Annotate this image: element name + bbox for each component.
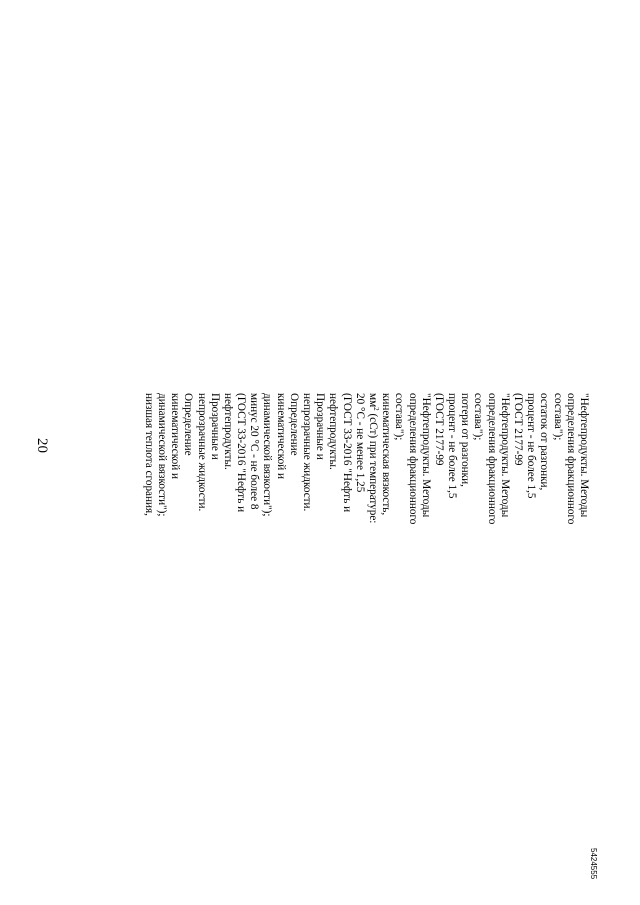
text-line: кинематической и [274,393,287,479]
text-line: Прозрачные и [314,393,327,460]
text-line: Прозрачные и [208,393,221,460]
text-line: (ГОСТ 2177-99 [512,393,525,466]
text-line: минус 20 °C - не более 8 [248,393,261,510]
text-line: кинематическая вязкость, [380,393,393,516]
text-line: "Нефтепродукты. Методы [578,393,590,518]
viscosity-unit-prefix: мм [367,393,379,408]
text-line: нефтепродукты. [221,393,234,470]
text-line: определения фракционного [485,393,498,525]
text-line: потери от разгонки, [459,393,472,487]
text-line: (ГОСТ 33-2016 "Нефть и [340,393,353,513]
text-line: динамической вязкости"); [261,393,274,517]
text-line: кинематической и [169,393,182,479]
text-line: динамической вязкости"); [156,393,168,517]
text-line: состава"); [551,393,564,441]
text-line: процент - не более 1,5 [525,393,538,499]
text-line: определения фракционного [406,393,419,525]
text-lines [70,393,590,623]
text-line: низшая теплота сгорания, [142,393,155,516]
document-id: 5424555 [589,848,598,880]
viscosity-unit-superscript: 2 [372,407,380,411]
text-line: состава"); [472,393,485,441]
text-line: Определение [182,393,195,456]
text-line: нефтепродукты. [327,393,340,470]
viscosity-unit-suffix: (сСт) при температуре: [367,410,379,524]
viscosity-unit-line [366,393,379,623]
text-line: (ГОСТ 33-2016 "Нефть и [235,393,248,513]
text-line: остаток от разгонки, [538,393,551,491]
text-line: процент - не более 1,5 [446,393,459,499]
text-line: Определение [287,393,300,456]
text-line: непрозрачные жидкости. [195,393,208,512]
text-line: 20 °C - не менее 1,25 [353,393,366,493]
text-line: "Нефтепродукты. Методы [419,393,432,518]
text-line: (ГОСТ 2177-99 [432,393,445,466]
page-number: 20 [34,438,50,453]
text-line: "Нефтепродукты. Методы [498,393,511,518]
text-line: непрозрачные жидкости. [301,393,314,512]
text-line: определения фракционного [564,393,577,525]
text-line: состава"); [393,393,406,441]
